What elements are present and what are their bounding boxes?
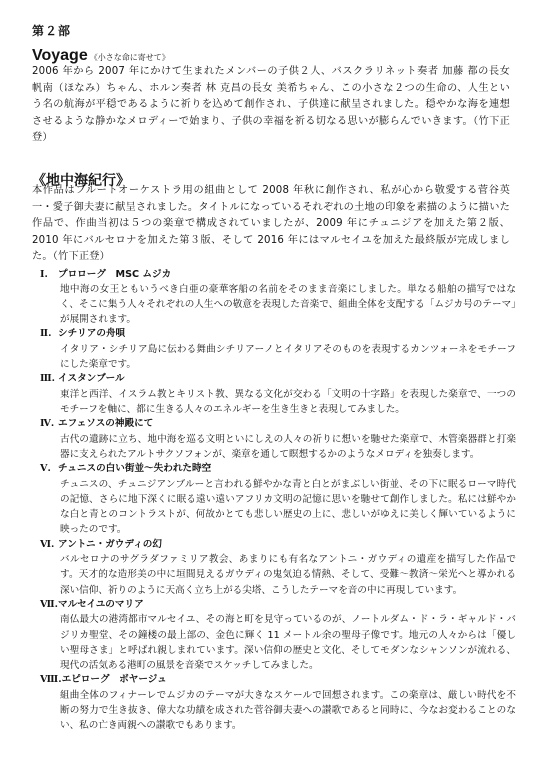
- movement-item: [40, 538, 516, 598]
- movement-description: 組曲全体のフィナーレでムジカのテーマが大きなスケールで回想されます。この楽章は、厳しい時代を不断の努力で生き抜き、偉大な功績を成された菅谷御夫妻への讃歌であると同時に、今なお変わることのない、私の亡き両親への讃歌でもあります。: [60, 689, 516, 732]
- movement-item: [40, 372, 516, 417]
- movement-title: [40, 372, 516, 387]
- movement-list: [40, 268, 516, 733]
- movement-description: 古代の遺跡に立ち、地中海を巡る文明といにしえの人々の祈りに想いを馳せた楽章で、木管楽器群と打楽器に支えられたアルトサクソフォンが、楽章を通して瞑想するかのようなメロディを独奏します。: [60, 433, 516, 460]
- movement-number: Ⅶ.: [40, 598, 58, 610]
- movement-name: エピローグ ボヤージュ: [61, 674, 167, 686]
- movement-title: [40, 462, 516, 477]
- part-label: 第２部: [32, 24, 72, 38]
- movement-title: [40, 417, 516, 432]
- movement-description: 東洋と西洋、イスラム教とキリスト教、異なる文化が交わる「文明の十字路」を表現した楽章で、一つのモチーフを軸に、都に生きる人々のエネルギーを生き生きと表現してみました。: [60, 388, 516, 415]
- voyage-subtitle: 《小さな命に寄せて》: [89, 53, 170, 62]
- movement-item: [40, 327, 516, 372]
- voyage-description: 2006 年から 2007 年にかけて生まれたメンバーの子供２人、バスクラリネット奏者 加藤 都の長女 帆南（ほなみ）ちゃん、ホルン奏者 林 克昌の長女 美希ちゃん、この小さな２つの生命の、人生という名の航海が平穏であるように祈りを込めて創作され、子供達に献呈されました。穏やかな海を連想させるような静かなメロディーで始まり、子供の幸福を祈る切なる思いが膨らんでいきます。（竹下正登）: [32, 66, 510, 144]
- movement-number: Ⅵ.: [40, 538, 55, 550]
- movement-title: [40, 673, 516, 688]
- movement-number: Ⅱ.: [40, 328, 52, 340]
- voyage-heading: [32, 45, 170, 65]
- movement-number: Ⅲ.: [40, 373, 56, 385]
- chichukai-title: 《地中海紀行》: [32, 173, 130, 189]
- movement-item: [40, 462, 516, 537]
- movement-name: マルセイユのマリア: [58, 598, 144, 610]
- movement-item: [40, 268, 516, 327]
- movement-number: Ⅴ.: [40, 463, 51, 475]
- movement-name: アントニ・ガウディの幻: [58, 538, 162, 550]
- movement-name: プロローグ MSC ムジカ: [58, 269, 172, 280]
- chichukai-description: 本作品はフルートオーケストラ用の組曲として 2008 年秋に創作され、私が心から敬愛する菅谷英一・愛子御夫妻に献呈されました。タイトルになっているそれぞれの土地の印象を素描のように描いた作品で、作曲当初は５つの楽章で構成されていましたが、2009 年にチュニジアを加えた第２版、2010 年にバルセロナを加えた第３版、そして 2016 年にはマルセイユを加えた最終版が完成しました。（竹下正登）: [32, 185, 510, 263]
- movement-item: [40, 417, 516, 462]
- movement-name: チュニスの白い街並～失われた時空: [58, 463, 212, 475]
- movement-name: シチリアの舟唄: [58, 328, 126, 340]
- movement-number: Ⅳ.: [40, 418, 55, 430]
- movement-title: [40, 598, 516, 613]
- movement-description: 地中海の女王ともいうべき白亜の豪華客船の名前をそのまま音楽にしました。単なる船舶の描写ではなく、そこに集う人々それぞれの人生への敬意を表現した音楽で、組曲全体を支配する「ムジカ号のテーマ」が展開されます。: [60, 283, 516, 325]
- movement-title: [40, 327, 516, 342]
- movement-name: イスタンブール: [58, 373, 125, 385]
- movement-item: [40, 673, 516, 733]
- movement-description: 南仏最大の港湾都市マルセイユ、その海と町を見守っているのが、ノートルダム・ド・ラ・ギャルド・バジリカ聖堂、その鐘楼の最上部の、金色に輝く 11 メートル余の聖母子像です。地元の人々からは「優しい聖母さま」と呼ばれ親しまれています。深い信仰の歴史と文化、そしてモダンなシャンソンが流れる、現代の活気ある港町の風景を音楽でスケッチしてみました。: [60, 614, 516, 672]
- movement-title: [40, 538, 516, 553]
- movement-description: イタリア・シチリア島に伝わる舞曲シチリアーノとイタリアそのものを表現するカンツォーネをモチーフにした楽章です。: [60, 343, 516, 370]
- voyage-title: Voyage: [32, 47, 88, 64]
- movement-number: Ⅰ.: [40, 269, 48, 280]
- movement-number: Ⅷ.: [40, 674, 62, 686]
- movement-title: [40, 268, 516, 283]
- movement-description: チュニスの、チュニジアンブルーと言われる鮮やかな青と白とがまぶしい街並、その下に眠るローマ時代の記憶、さらに地下深くに眠る遠い遠いアフリカ文明の記憶に思いを馳せて創作しました。私には鮮やかな白と青とのコントラストが、何故かとても悲しい歴史の上に、悲しいがゆえに美しく輝いているように映ったのです。: [60, 478, 516, 536]
- movement-item: [40, 598, 516, 673]
- movement-description: バルセロナのサグラダファミリア教会、あまりにも有名なアントニ・ガウディの遺産を描写した作品です。天才的な造形美の中に垣間見えるガウディの鬼気迫る情熱、そして、受難～教済～栄光へと導かれる深い信仰、祈りのように天高く立ち上がる尖塔、こうしたテーマを音の中に再現しています。: [60, 554, 516, 596]
- movement-name: エフェソスの神殿にて: [58, 418, 154, 430]
